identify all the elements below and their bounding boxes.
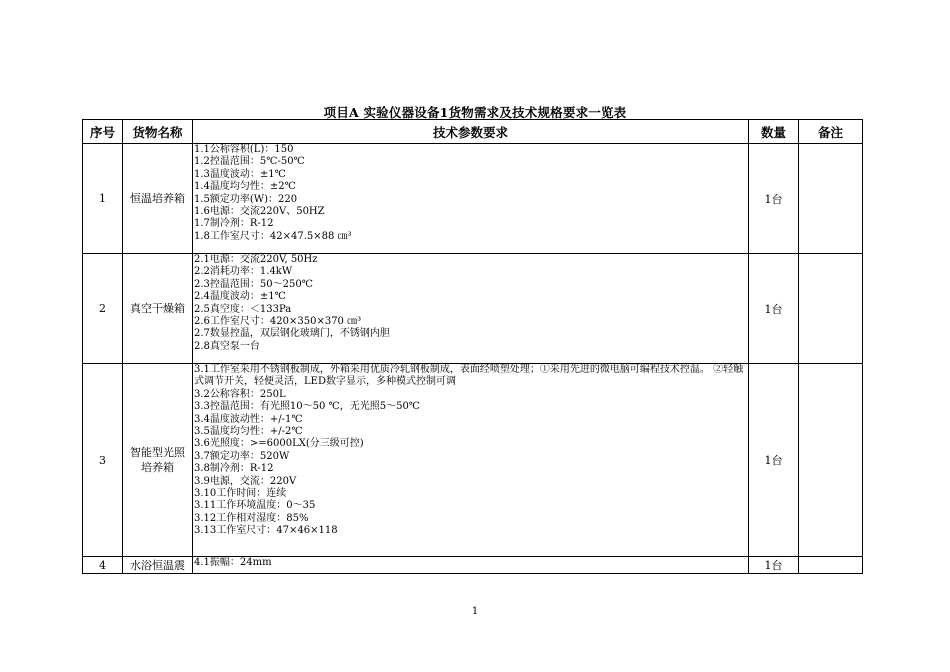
table-row xyxy=(83,254,863,364)
table-row xyxy=(83,364,863,557)
spec-line: 3.2公称容积：250L xyxy=(194,388,286,400)
row-qty: 1台 xyxy=(749,364,799,557)
header-index: 序号 xyxy=(83,120,123,144)
row-specs xyxy=(193,254,749,364)
spec-line: 1.6电源：交流220V、50HZ xyxy=(194,206,325,218)
spec-line: 3.9电源，交流：220V xyxy=(194,475,297,487)
row-name-line: 智能型光照 xyxy=(130,446,185,459)
spec-line: 3.6光照度：>=6000LX(分三级可控) xyxy=(194,438,364,450)
header-name: 货物名称 xyxy=(123,120,193,144)
row-note xyxy=(799,254,863,364)
row-name: 水浴恒温震 xyxy=(123,557,193,574)
spec-line: 4.1振幅：24mm xyxy=(194,557,272,568)
spec-line: 1.1公称容积(L)：150 xyxy=(194,144,294,155)
row-index: 1 xyxy=(83,144,123,254)
row-specs xyxy=(193,364,749,557)
spec-line: 2.5真空度：＜133Pa xyxy=(194,303,292,315)
spec-line: 1.2控温范围：5℃-50℃ xyxy=(194,156,305,168)
row-qty: 1台 xyxy=(749,557,799,574)
row-index: 4 xyxy=(83,557,123,574)
table-row xyxy=(83,557,863,574)
spec-line: 3.4温度波动性：+/-1℃ xyxy=(194,413,303,425)
spec-line: 3.5温度均匀性：+/-2℃ xyxy=(194,426,303,438)
row-specs xyxy=(193,557,749,574)
header-spec: 技术参数要求 xyxy=(193,120,749,144)
spec-line: 3.12工作相对湿度：85% xyxy=(194,512,309,524)
requirements-table xyxy=(82,119,863,574)
header-qty: 数量 xyxy=(749,120,799,144)
row-index: 3 xyxy=(83,364,123,557)
spec-line: 1.8工作室尺寸：42×47.5×88 ㎝³ xyxy=(194,230,352,242)
row-specs xyxy=(193,144,749,254)
row-name-line: 培养箱 xyxy=(141,461,174,474)
spec-line: 3.1工作室采用不锈钢板制成，外箱采用优质冷轧钢板制成，表面经喷塑处理；①采用先进的微电脑可编程技术控温。 ②轻触式调节开关，轻便灵活，LED数字显示，多种模式控制可调 xyxy=(194,364,744,388)
header-row xyxy=(83,120,863,144)
spec-line: 1.4温度均匀性：±2℃ xyxy=(194,181,296,193)
spec-line: 2.8真空泵一台 xyxy=(194,340,260,352)
header-note: 备注 xyxy=(799,120,863,144)
spec-line: 3.7额定功率：520W xyxy=(194,450,290,462)
row-name xyxy=(123,364,193,557)
spec-line: 2.3控温范围：50～250℃ xyxy=(194,278,313,290)
spec-line: 2.1电源：交流220V, 50Hz xyxy=(194,254,318,265)
spec-line: 3.8制冷剂：R-12 xyxy=(194,463,274,475)
row-note xyxy=(799,144,863,254)
spec-line: 2.6工作室尺寸：420×350×370 ㎝³ xyxy=(194,316,362,328)
table-row xyxy=(83,144,863,254)
row-name: 真空干燥箱 xyxy=(123,254,193,364)
page-number: 1 xyxy=(471,606,479,617)
row-qty: 1台 xyxy=(749,144,799,254)
row-note xyxy=(799,557,863,574)
spec-line: 1.5额定功率(W)：220 xyxy=(194,193,298,205)
row-qty: 1台 xyxy=(749,254,799,364)
spec-line: 2.2消耗功率：1.4kW xyxy=(194,266,293,278)
spec-line: 3.13工作室尺寸：47×46×118 xyxy=(194,525,338,537)
spec-line: 1.3温度波动：±1℃ xyxy=(194,168,286,180)
row-index: 2 xyxy=(83,254,123,364)
spec-line: 3.11工作环境温度：0～35 xyxy=(194,500,316,512)
row-note xyxy=(799,364,863,557)
spec-line: 3.10工作时间：连续 xyxy=(194,488,287,500)
spec-line: 1.7制冷剂：R-12 xyxy=(194,218,274,230)
table-title: 项目A 实验仪器设备1货物需求及技术规格要求一览表 xyxy=(323,105,627,120)
spec-line: 2.7数显控温，双层钢化玻璃门，不锈钢内胆 xyxy=(194,328,390,340)
spec-line: 3.3控温范围：有光照10～50 ℃，无光照5～50℃ xyxy=(194,401,420,413)
row-name: 恒温培养箱 xyxy=(123,144,193,254)
spec-line: 2.4温度波动：±1℃ xyxy=(194,291,286,303)
